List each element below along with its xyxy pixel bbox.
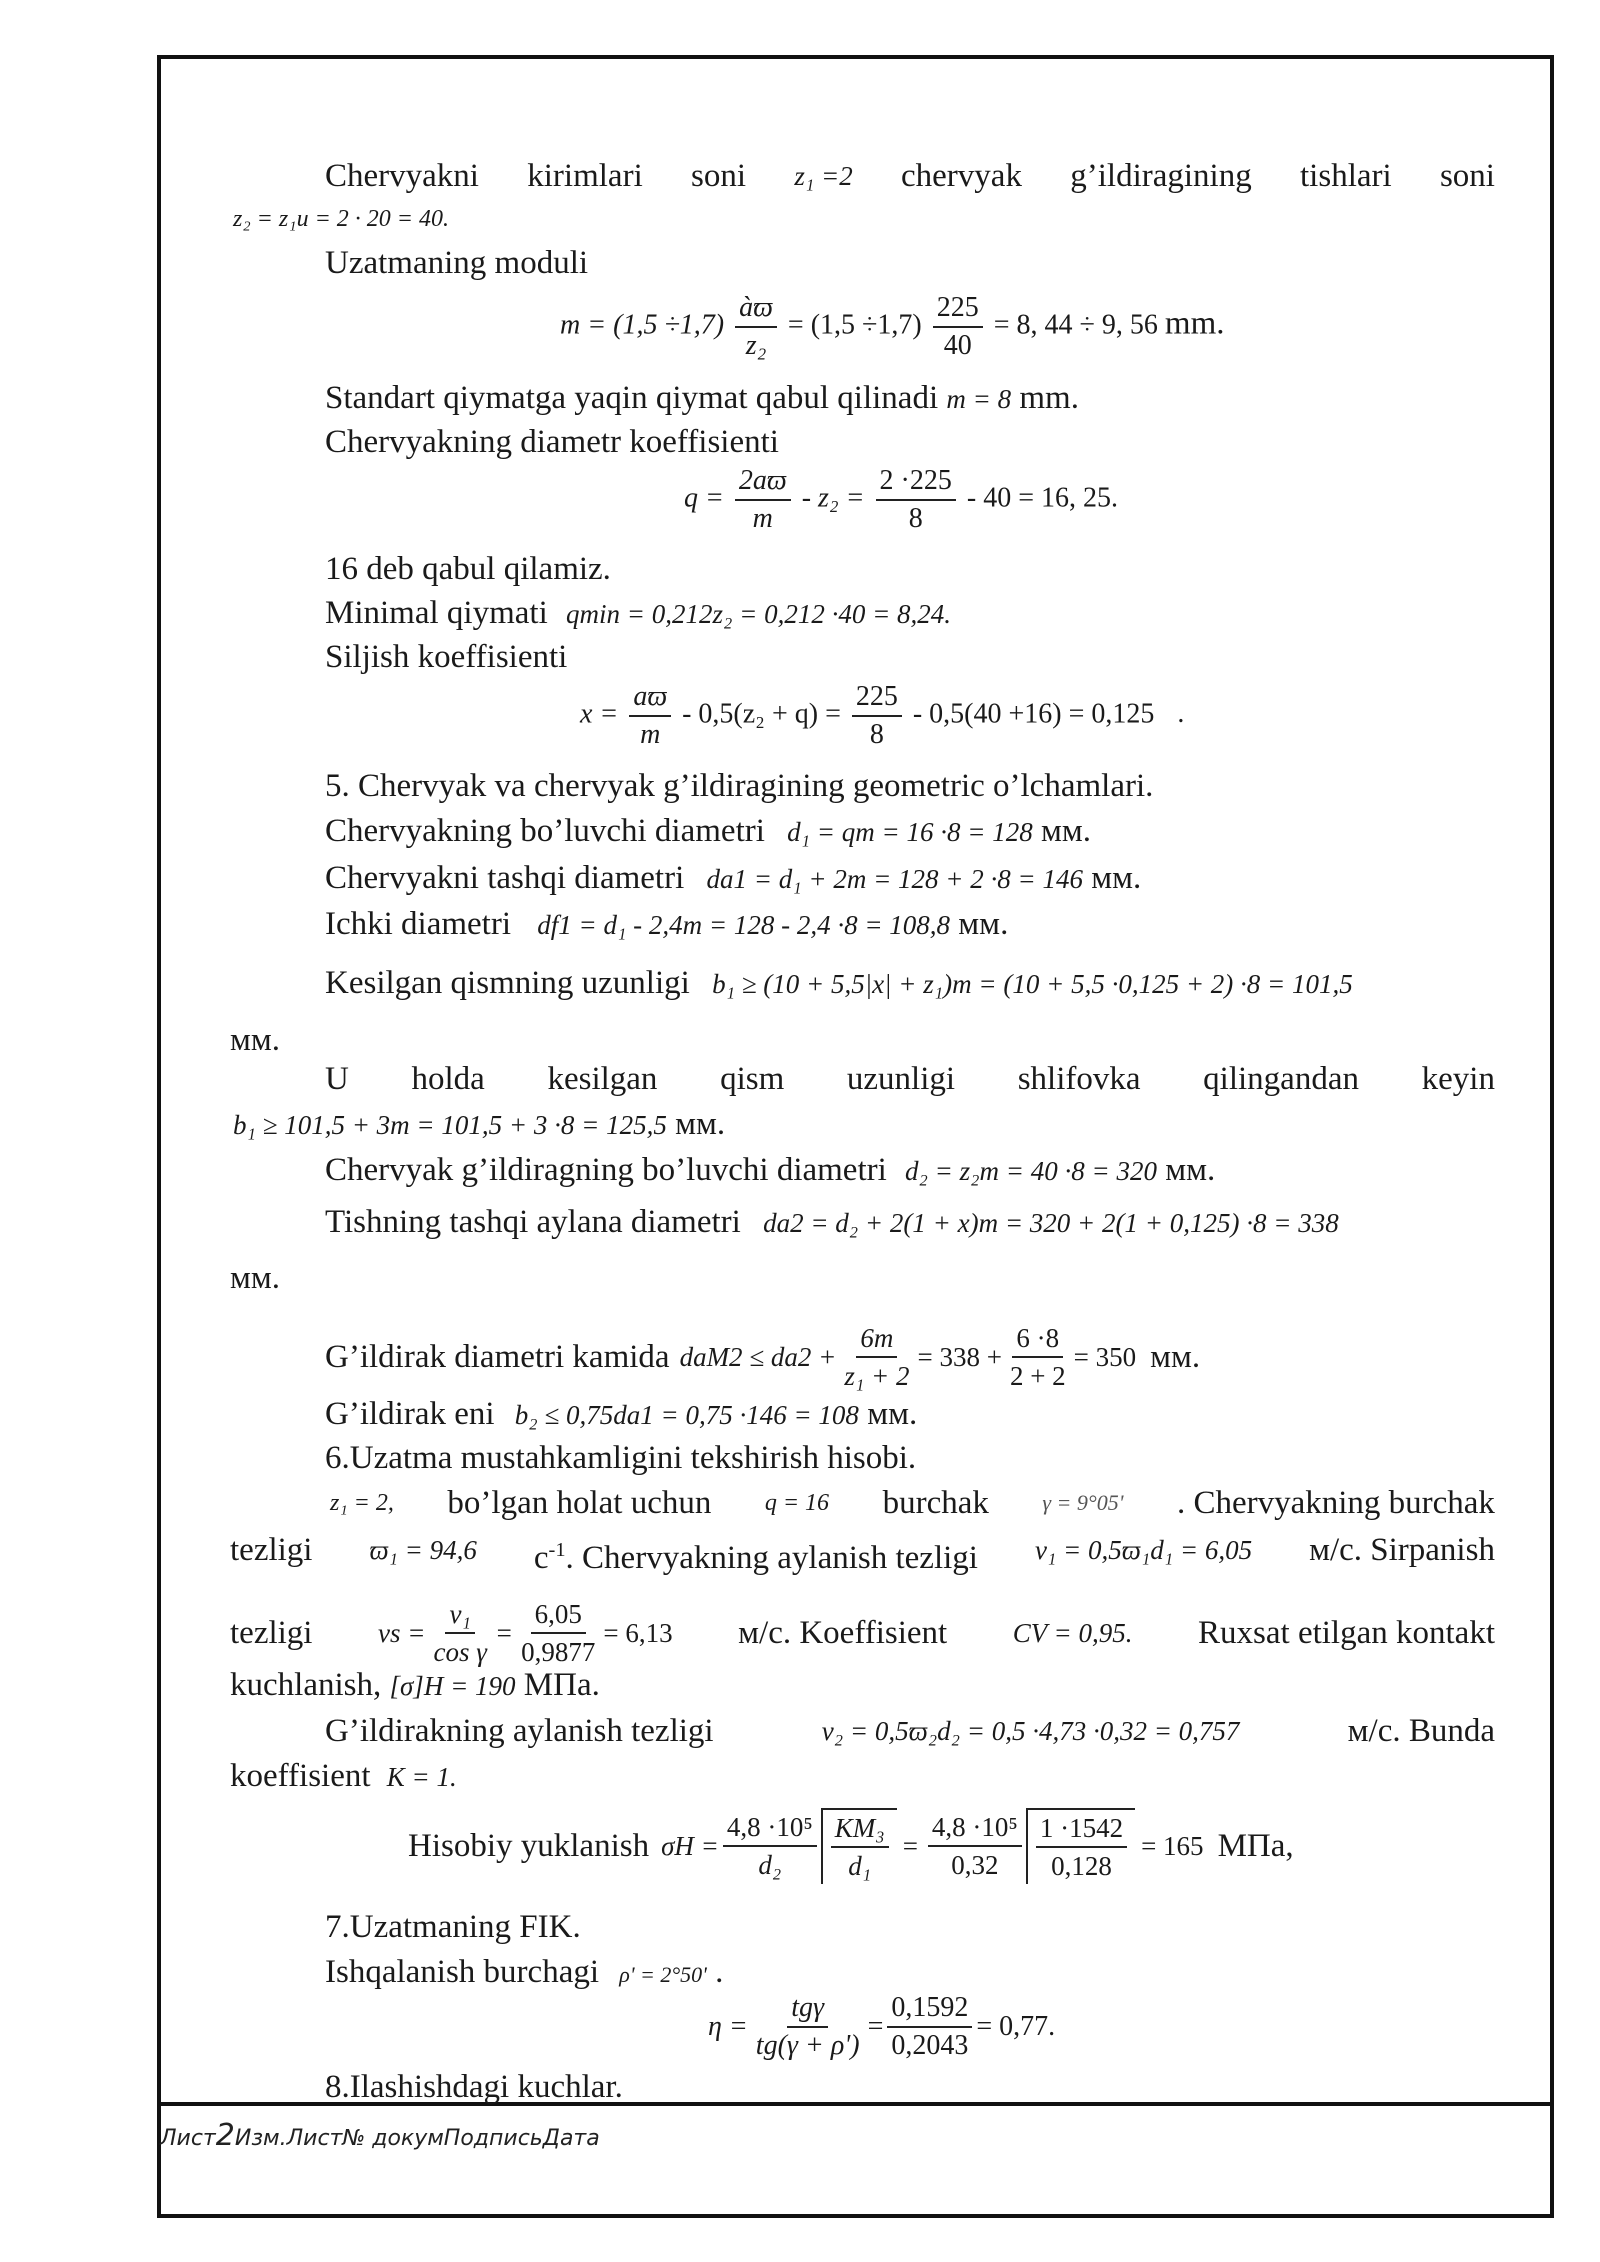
denominator: z₁ + 2 [844,1361,910,1391]
unit: mm. [1019,380,1079,416]
formula-module [560,290,1225,364]
stamp-list: Лист [160,2126,216,2151]
unit: c [533,1540,549,1576]
formula: z₂ = z₁u = 2 · 20 = 40. [233,206,449,232]
denominator: 8 [908,503,923,534]
unit: мм. [867,1396,918,1432]
paragraph-line [325,1394,917,1435]
superscript: -1 [548,1539,566,1561]
denominator: 0,9877 [521,1637,596,1667]
paragraph-line: мм. [230,1022,281,1058]
denominator: z₂ [745,330,767,361]
square-root [821,1808,897,1884]
paragraph-line [325,1059,1495,1099]
formula-q [684,463,1118,537]
formula: z₁ =2 [794,161,853,191]
numerator: 6,05 [531,1596,586,1634]
paragraph-line [325,1150,1215,1191]
formula-part: = [867,2011,884,2042]
numerator: 225 [933,290,983,328]
text: tishlari [1300,158,1392,194]
formula: da2 = d₂ + 2(1 + x)m = 320 + 2(1 + 0,125) ·8 = 338 [763,1208,1339,1238]
formula: [σ]H = 190 [389,1671,516,1701]
formula: df1 = d₁ - 2,4m = 128 - 2,4 ·8 = 108,8 [537,910,951,940]
formula: d₁ = qm = 16 ·8 = 128 [787,817,1033,847]
denominator: tg(γ + ρ') [755,2030,860,2061]
paragraph-line [325,1202,1339,1243]
fraction [735,290,777,364]
denominator: m [752,503,773,534]
numerator: 225 [852,679,902,717]
text: м/с. Bunda [1347,1713,1495,1749]
numerator: 4,8 ·10⁵ [928,1809,1022,1847]
paragraph-line [330,1483,1495,1523]
text: . Chervyakning aylanish tezligi [565,1540,978,1576]
numerator: àϖ [735,290,777,328]
text: . [715,1954,724,1990]
paragraph-line: мм. [230,1260,281,1296]
formula: q = 16 [764,1490,830,1516]
text: g’ildiragining [1070,158,1252,194]
numerator: 6 ·8 [1012,1320,1063,1358]
section-heading: 7.Uzatmaning FIK. [325,1909,581,1945]
formula: qmin = 0,212z₂ = 0,212 ·40 = 8,24. [565,599,952,629]
section-heading: 6.Uzatma mustahkamligini tekshirish hisobi. [325,1440,917,1476]
denominator: 2 + 2 [1009,1361,1066,1391]
formula-part: η = [708,2011,748,2042]
numerator: 4,8 ·10⁵ [723,1809,817,1847]
paragraph-line [325,963,1353,1004]
formula: K = 1. [386,1762,457,1792]
text: kuchlanish, [230,1667,382,1703]
text: shlifovka [1017,1061,1141,1097]
paragraph-line [325,1320,1200,1394]
text: chervyak [901,158,1022,194]
paragraph-line [230,1596,1495,1670]
formula: v₂ = 0,5ϖ₂d₂ = 0,5 ·4,73 ·0,32 = 0,757 [821,1716,1240,1746]
fraction [1036,1810,1127,1884]
formula-part: = [902,1831,918,1861]
numerator: KM₃ [831,1810,889,1848]
denominator: cos γ [433,1637,487,1667]
formula: v₁ = 0,5ϖ₁d₁ = 6,05 [1034,1535,1253,1565]
text: Tishning tashqi aylana diametri [325,1204,741,1240]
formula-part: = 338 + [917,1342,1002,1372]
text: soni [1439,158,1495,194]
text: tezligi [230,1532,313,1568]
text: Chervyak g’ildiragning bo’luvchi diametri [325,1152,887,1188]
unit: МПа, [1217,1828,1294,1864]
fraction [517,1596,599,1670]
denominator: 0,32 [951,1850,999,1880]
fraction [887,1990,972,2064]
paragraph-line [325,904,1008,945]
stamp-columns: Изм.Лист№ докумПодписьДата [234,2126,600,2151]
text: . Chervyakning burchak [1176,1485,1495,1521]
formula-part: - 40 = 16, 25. [966,482,1118,514]
denominator: m [640,719,661,750]
formula: z₁ = 2, [330,1490,394,1516]
formula-part: - 0,5(40 +16) = 0,125 [912,698,1155,730]
fraction [735,463,791,537]
formula-part: vs = [378,1618,426,1648]
fraction [723,1809,817,1883]
text: Chervyakni [325,158,479,194]
fraction [933,290,983,364]
unit: мм. [1040,813,1091,849]
stamp-page-number: 2 [215,2118,235,2153]
formula: ρ' = 2°50' [619,1962,707,1987]
paragraph-line [325,811,1091,852]
section-heading: 5. Chervyak va chervyak g’ildiragining geometric o’lchamlari. [325,768,1154,804]
paragraph-line [230,1665,600,1706]
text: Ishqalanish burchagi [325,1954,600,1990]
fraction [876,463,956,537]
paragraph-line [325,858,1141,899]
unit: мм. [675,1106,726,1142]
formula-part: = (1,5 ÷1,7) [787,309,922,341]
text: burchak [882,1485,989,1521]
numerator: v₁ [445,1596,474,1634]
formula-eta [708,1990,1055,2064]
text: koeffisient [230,1758,371,1794]
text: keyin [1421,1061,1495,1097]
formula: b₁ ≥ 101,5 + 3m = 101,5 + 3 ·8 = 125,5 [233,1110,667,1140]
text: Minimal qiymati [325,595,548,631]
formula-part: m = (1,5 ÷1,7) [560,309,725,341]
formula: da1 = d₁ + 2m = 128 + 2 ·8 = 146 [706,864,1083,894]
text: soni [691,158,747,194]
text: Kesilgan qismning uzunligi [325,965,690,1001]
fraction [852,679,902,753]
unit: мм. [1150,1339,1201,1375]
paragraph-line [325,1952,723,1995]
formula-part: . [1177,698,1185,730]
formula: b₂ ≤ 0,75da1 = 0,75 ·146 = 108 [514,1400,859,1430]
formula-part: = 0,77. [976,2011,1056,2042]
denominator: d₁ [848,1851,872,1881]
formula-part: daM2 ≤ da2 + [679,1342,837,1372]
text: Hisobiy yuklanish [408,1828,650,1864]
unit: мм. [1091,860,1142,896]
numerator: tgγ [787,1990,828,2028]
paragraph-line: 16 deb qabul qilamiz. [325,551,611,587]
paragraph-line [230,1530,1495,1578]
unit: mm. [1164,305,1225,342]
formula: m = 8 [946,384,1012,414]
fraction [752,1990,864,2064]
paragraph-line: Chervyakning diametr koeffisienti [325,424,779,460]
text: uzunligi [846,1061,956,1097]
text: holda [411,1061,485,1097]
unit: мм. [1165,1152,1216,1188]
paragraph-line [325,593,951,634]
text: tezligi [230,1615,313,1651]
numerator: 2 ·225 [876,463,956,501]
formula: CV = 0,95. [1012,1618,1133,1648]
denominator: 0,128 [1051,1851,1112,1881]
numerator: 2aϖ [735,463,791,501]
formula-part: σH = [661,1831,719,1861]
text: м/с. Sirpanish [1309,1532,1495,1568]
formula: γ = 9°05' [1042,1490,1124,1515]
numerator: 1 ·1542 [1036,1810,1127,1848]
text: qilingandan [1203,1061,1359,1097]
text: G’ildirak eni [325,1396,495,1432]
formula-part: x = [580,698,619,730]
denominator: d₂ [758,1850,782,1880]
text: Chervyakning bo’luvchi diametri [325,813,765,849]
formula-part: - z₂ = [801,482,865,514]
text: Chervyakni tashqi diametri [325,860,685,896]
formula-part: = [494,1618,514,1648]
formula-part: = 6,13 [603,1618,673,1648]
formula: d₂ = z₂m = 40 ·8 = 320 [905,1156,1157,1186]
text: qism [720,1061,785,1097]
paragraph-line [325,156,1495,196]
text: Ruxsat etilgan kontakt [1198,1615,1495,1651]
formula-x [580,679,1184,753]
formula: ϖ₁ = 94,6 [369,1535,477,1565]
fraction [831,1810,889,1884]
paragraph-line [325,1711,1495,1751]
fraction [429,1596,490,1670]
square-root [1026,1808,1135,1884]
paragraph-line [325,378,1079,419]
text: kirimlari [527,158,643,194]
denominator: 0,2043 [891,2030,969,2061]
formula-sigma [408,1808,1294,1884]
formula [378,1596,673,1670]
section-heading: 8.Ilashishdagi kuchlar. [325,2069,623,2105]
fraction [840,1320,913,1394]
text: G’ildirak diametri kamida [325,1339,670,1375]
numerator: aϖ [629,679,671,717]
numerator: 6m [856,1320,897,1358]
denominator: 8 [869,719,884,750]
formula-part: = 8, 44 ÷ 9, 56 [993,309,1158,341]
text: м/с. Koeffisient [738,1615,948,1651]
unit: МПа. [523,1667,600,1703]
paragraph-line: Uzatmaning moduli [325,245,589,281]
paragraph-line [233,1104,725,1145]
formula-part: q = [684,482,724,514]
denominator: 40 [943,330,972,361]
text: bo’lgan holat uchun [447,1485,712,1521]
text: Ichki diametri [325,906,512,942]
fraction [928,1809,1022,1883]
formula-part: = 165 [1141,1831,1204,1861]
numerator: 0,1592 [887,1990,972,2028]
text: G’ildirakning aylanish tezligi [325,1713,714,1749]
fraction [629,679,671,753]
paragraph-line [230,1756,457,1797]
formula: b₁ ≥ (10 + 5,5|x| + z₁)m = (10 + 5,5 ·0,125 + 2) ·8 = 101,5 [712,969,1353,999]
text: U [325,1061,349,1097]
formula-part: = 350 [1073,1342,1137,1372]
text: kesilgan [547,1061,658,1097]
paragraph-line: Siljish koeffisienti [325,639,568,675]
unit: мм. [958,906,1009,942]
text: Standart qiymatga yaqin qiymat qabul qilinadi [325,380,939,416]
fraction [1006,1320,1070,1394]
formula-part: - 0,5(z₂ + q) = [682,698,841,730]
